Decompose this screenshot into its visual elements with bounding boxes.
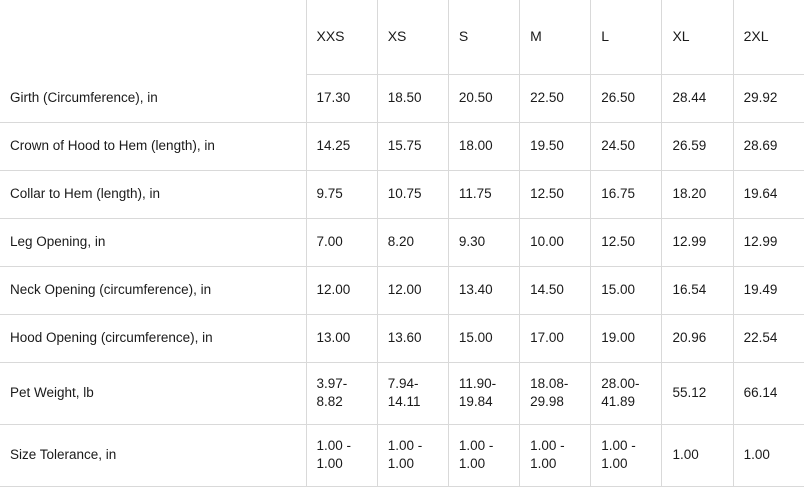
table-row — [0, 74, 804, 122]
cell-value: 1.00 — [662, 424, 733, 486]
cell-value: 12.99 — [733, 218, 804, 266]
table-row — [0, 170, 804, 218]
cell-value: 18.20 — [662, 170, 733, 218]
cell-value: 9.75 — [306, 170, 377, 218]
row-label: Girth (Circumference), in — [0, 74, 306, 122]
row-label: Pet Weight, lb — [0, 362, 306, 424]
cell-value: 28.69 — [733, 122, 804, 170]
table-row — [0, 122, 804, 170]
cell-value: 8.20 — [377, 218, 448, 266]
column-header-l: L — [591, 0, 662, 74]
cell-value: 24.50 — [591, 122, 662, 170]
cell-value: 12.99 — [662, 218, 733, 266]
cell-value: 17.30 — [306, 74, 377, 122]
cell-value: 66.14 — [733, 362, 804, 424]
cell-value: 26.59 — [662, 122, 733, 170]
cell-value: 19.00 — [591, 314, 662, 362]
cell-value: 15.75 — [377, 122, 448, 170]
cell-value: 26.50 — [591, 74, 662, 122]
cell-value: 20.50 — [448, 74, 519, 122]
cell-value: 14.50 — [520, 266, 591, 314]
cell-value: 13.60 — [377, 314, 448, 362]
table-corner-cell — [0, 0, 306, 74]
cell-value: 11.90-19.84 — [448, 362, 519, 424]
cell-value: 12.50 — [520, 170, 591, 218]
cell-value: 12.50 — [591, 218, 662, 266]
table-row — [0, 218, 804, 266]
cell-value: 1.00 - 1.00 — [306, 424, 377, 486]
cell-value: 12.00 — [306, 266, 377, 314]
cell-value: 11.75 — [448, 170, 519, 218]
cell-value: 12.00 — [377, 266, 448, 314]
cell-value: 9.30 — [448, 218, 519, 266]
cell-value: 3.97-8.82 — [306, 362, 377, 424]
cell-value: 1.00 - 1.00 — [377, 424, 448, 486]
table-row — [0, 266, 804, 314]
cell-value: 28.00-41.89 — [591, 362, 662, 424]
cell-value: 28.44 — [662, 74, 733, 122]
cell-value: 20.96 — [662, 314, 733, 362]
column-header-xxs: XXS — [306, 0, 377, 74]
cell-value: 55.12 — [662, 362, 733, 424]
table-row — [0, 362, 804, 424]
table-row — [0, 424, 804, 486]
cell-value: 29.92 — [733, 74, 804, 122]
cell-value: 16.54 — [662, 266, 733, 314]
row-label: Size Tolerance, in — [0, 424, 306, 486]
cell-value: 15.00 — [448, 314, 519, 362]
cell-value: 10.00 — [520, 218, 591, 266]
row-label: Crown of Hood to Hem (length), in — [0, 122, 306, 170]
table-header-row — [0, 0, 804, 74]
row-label: Leg Opening, in — [0, 218, 306, 266]
cell-value: 18.00 — [448, 122, 519, 170]
row-label: Hood Opening (circumference), in — [0, 314, 306, 362]
cell-value: 19.50 — [520, 122, 591, 170]
column-header-m: M — [520, 0, 591, 74]
cell-value: 7.94-14.11 — [377, 362, 448, 424]
row-label: Collar to Hem (length), in — [0, 170, 306, 218]
cell-value: 19.49 — [733, 266, 804, 314]
cell-value: 14.25 — [306, 122, 377, 170]
cell-value: 1.00 - 1.00 — [591, 424, 662, 486]
row-label: Neck Opening (circumference), in — [0, 266, 306, 314]
cell-value: 18.08-29.98 — [520, 362, 591, 424]
column-header-s: S — [448, 0, 519, 74]
column-header-xs: XS — [377, 0, 448, 74]
cell-value: 1.00 — [733, 424, 804, 486]
cell-value: 22.54 — [733, 314, 804, 362]
cell-value: 17.00 — [520, 314, 591, 362]
cell-value: 22.50 — [520, 74, 591, 122]
cell-value: 15.00 — [591, 266, 662, 314]
cell-value: 1.00 - 1.00 — [448, 424, 519, 486]
column-header-xl: XL — [662, 0, 733, 74]
cell-value: 16.75 — [591, 170, 662, 218]
table-row — [0, 314, 804, 362]
cell-value: 19.64 — [733, 170, 804, 218]
cell-value: 13.00 — [306, 314, 377, 362]
column-header-2xl: 2XL — [733, 0, 804, 74]
cell-value: 18.50 — [377, 74, 448, 122]
cell-value: 7.00 — [306, 218, 377, 266]
cell-value: 1.00 - 1.00 — [520, 424, 591, 486]
cell-value: 13.40 — [448, 266, 519, 314]
cell-value: 10.75 — [377, 170, 448, 218]
